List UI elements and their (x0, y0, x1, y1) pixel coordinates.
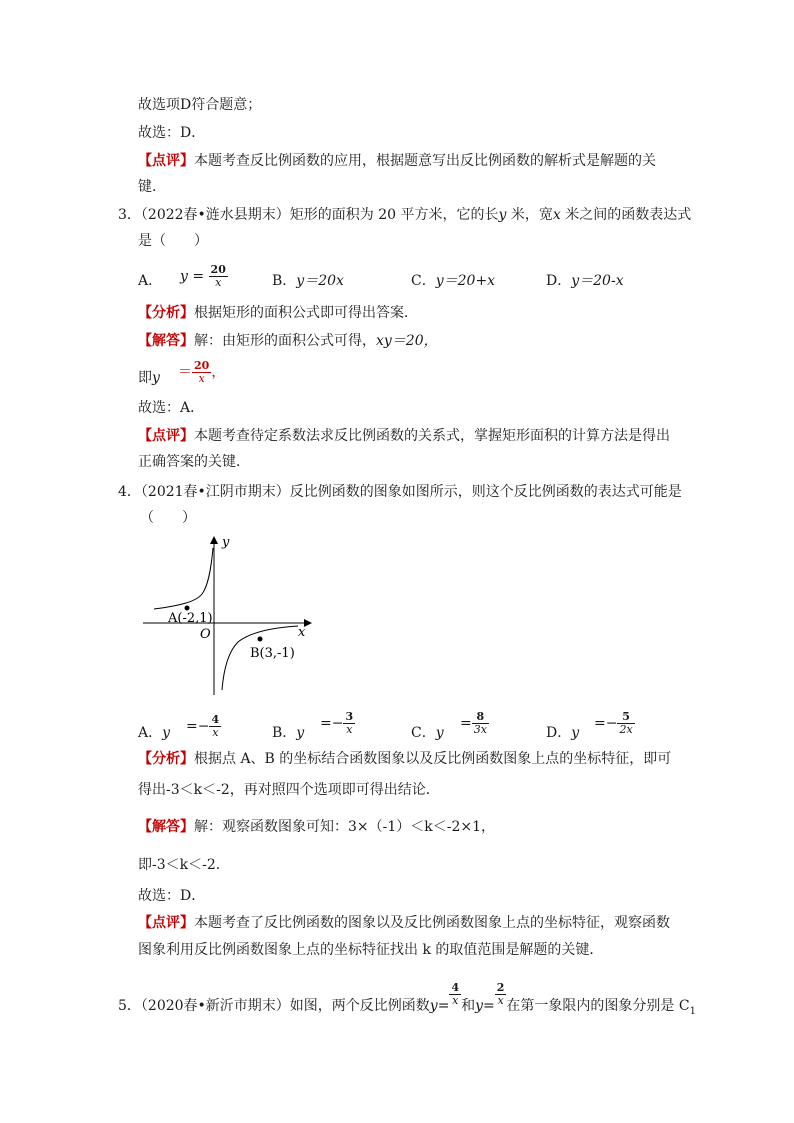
text-line: 故选：D． (138, 125, 206, 141)
question-3-stem-end: 是（ ） (138, 233, 208, 249)
equals: = (460, 715, 472, 732)
denominator: x (215, 276, 222, 289)
var: y (162, 725, 171, 741)
formula-lhs: y = (180, 268, 205, 285)
var: y (571, 725, 580, 741)
option-label: D． (546, 725, 572, 741)
numerator: 3 (345, 710, 354, 723)
analysis-line (138, 303, 418, 323)
equals: =− (594, 715, 618, 732)
numerator: 4 (211, 713, 220, 726)
text-line: 正确答案的关键． (138, 454, 250, 470)
option-a (138, 271, 162, 291)
denominator: x (198, 372, 205, 385)
fraction (209, 264, 228, 289)
fraction (209, 714, 221, 739)
comment-tag: 【点评】 (138, 153, 194, 169)
answer-derivation (138, 368, 160, 388)
ji-text: 即 (138, 370, 152, 386)
var: y (435, 725, 444, 741)
option-a-formula (186, 714, 221, 739)
answer-eq: xy＝20， (376, 333, 438, 349)
stem-text: 5．（2020春•新沂市期末）如图，两个反比例函数 (118, 998, 430, 1014)
fraction (449, 982, 461, 1007)
var: y (498, 207, 507, 223)
answer-text: 解：观察函数图象可知：3×（-1）＜k＜-2×1， (194, 819, 496, 835)
var: y (475, 998, 484, 1014)
option-expr: y＝20+x (435, 273, 496, 289)
numerator: 5 (617, 711, 634, 724)
origin-label: O (200, 627, 211, 642)
stem-text: 米，宽 (506, 207, 553, 223)
option-b (272, 271, 344, 291)
comment-line (138, 151, 656, 171)
question-4-stem: 4．（2021春•江阴市期末）反比例函数的图象如图所示，则这个反比例函数的表达式可能是 (118, 484, 682, 500)
equals: ＝ (178, 364, 192, 381)
stem-text: 米之间的函数表达式 (560, 207, 692, 223)
numerator: 8 (472, 711, 489, 724)
denominator: x (497, 994, 504, 1007)
comment-text: 本题考查了反比例函数的图象以及反比例函数图象上点的坐标特征，观察函数 (194, 915, 670, 931)
denominator: x (346, 723, 353, 736)
var: y (152, 370, 160, 386)
option-d (546, 723, 579, 743)
stem-text: 3．（2022春•涟水县期末）矩形的面积为 20 平方米，它的长 (118, 207, 499, 223)
point-b-label: B(3,-1) (250, 646, 295, 661)
answer-text: 解：由矩形的面积公式可得， (194, 333, 376, 349)
option-a-formula (180, 264, 228, 289)
fraction (495, 982, 507, 1007)
answer-tag: 【解答】 (138, 819, 194, 835)
option-d-formula (594, 711, 635, 736)
choose-line: 故选：D． (138, 888, 206, 904)
analysis-text: 根据点 A、B 的坐标结合函数图象以及反比例函数图象上点的坐标特征，即可 (194, 751, 672, 767)
var: x (552, 207, 561, 223)
fraction (617, 711, 634, 736)
equals: = (483, 998, 495, 1014)
denominator: x (212, 726, 219, 739)
equals: =− (186, 718, 210, 735)
comment-line (138, 913, 670, 933)
answer-line (138, 817, 495, 837)
comment-tag: 【点评】 (138, 428, 194, 444)
option-b-formula (320, 711, 355, 736)
option-label: C． (411, 725, 436, 741)
fraction (472, 711, 489, 736)
y-axis-arrow (210, 536, 218, 544)
fraction (343, 711, 355, 736)
branch-second-quadrant (154, 548, 213, 609)
hyperbola-graph (138, 530, 318, 705)
comment-tag: 【点评】 (138, 915, 194, 931)
choose-line: 故选：A． (138, 400, 205, 416)
numerator: 20 (194, 359, 210, 372)
subscript: 1 (689, 1005, 696, 1017)
text-line: 图象利用反比例函数图象上点的坐标特征找出 k 的取值范围是解题的关键． (138, 942, 604, 958)
text-line: 故选项D符合题意； (138, 97, 262, 113)
denominator: 3x (473, 723, 487, 736)
x-axis-label: x (298, 625, 306, 640)
text-line: 即-3＜k＜-2． (138, 857, 230, 873)
var: y (296, 725, 305, 741)
equals: =− (320, 715, 344, 732)
numerator: 20 (210, 263, 226, 276)
fraction (192, 360, 211, 385)
option-c-formula (460, 711, 489, 736)
stem-text: 在第一象限内的图象分别是 C (506, 998, 690, 1014)
denominator: 2x (619, 723, 633, 736)
option-expr: y＝20-x (571, 273, 624, 289)
text-line: 得出-3＜k＜-2，再对照四个选项即可得出结论． (138, 782, 440, 798)
answer-tag: 【解答】 (138, 333, 194, 349)
comment-text: 本题考查反比例函数的应用，根据题意写出反比例函数的解析式是解题的关 (194, 153, 656, 169)
question-3-stem (118, 205, 691, 225)
option-c (411, 723, 444, 743)
equals: = (437, 998, 450, 1014)
point-a-label: A(-2,1) (168, 611, 213, 626)
question-5-stem (118, 982, 696, 1022)
analysis-text: 根据矩形的面积公式即可得出答案． (194, 305, 418, 321)
point-a (185, 606, 190, 611)
point-b (258, 637, 263, 642)
denominator: x (452, 994, 459, 1007)
var: y (429, 998, 438, 1014)
comment-line (138, 426, 670, 446)
option-label: A． (138, 273, 163, 289)
numerator: 4 (451, 981, 460, 994)
answer-formula (178, 360, 225, 385)
option-label: C． (411, 273, 436, 289)
option-c (411, 271, 495, 291)
stem-text: 和 (461, 998, 476, 1014)
numerator: 2 (496, 981, 505, 994)
comma: ， (211, 364, 226, 381)
option-label: D． (546, 273, 572, 289)
option-b (272, 723, 304, 743)
option-d (546, 271, 624, 291)
question-4-stem-end: （ ） (140, 510, 196, 526)
analysis-tag: 【分析】 (138, 751, 194, 767)
option-expr: y＝20x (296, 273, 344, 289)
option-a (138, 723, 170, 743)
analysis-tag: 【分析】 (138, 305, 194, 321)
analysis-line (138, 749, 671, 769)
option-label: A． (138, 725, 163, 741)
answer-line (138, 331, 438, 351)
y-axis-label: y (222, 535, 230, 550)
text-line: 键． (138, 179, 166, 195)
comment-text: 本题考查待定系数法求反比例函数的关系式，掌握矩形面积的计算方法是得出 (194, 428, 670, 444)
option-label: B． (272, 725, 297, 741)
option-label: B． (272, 273, 297, 289)
